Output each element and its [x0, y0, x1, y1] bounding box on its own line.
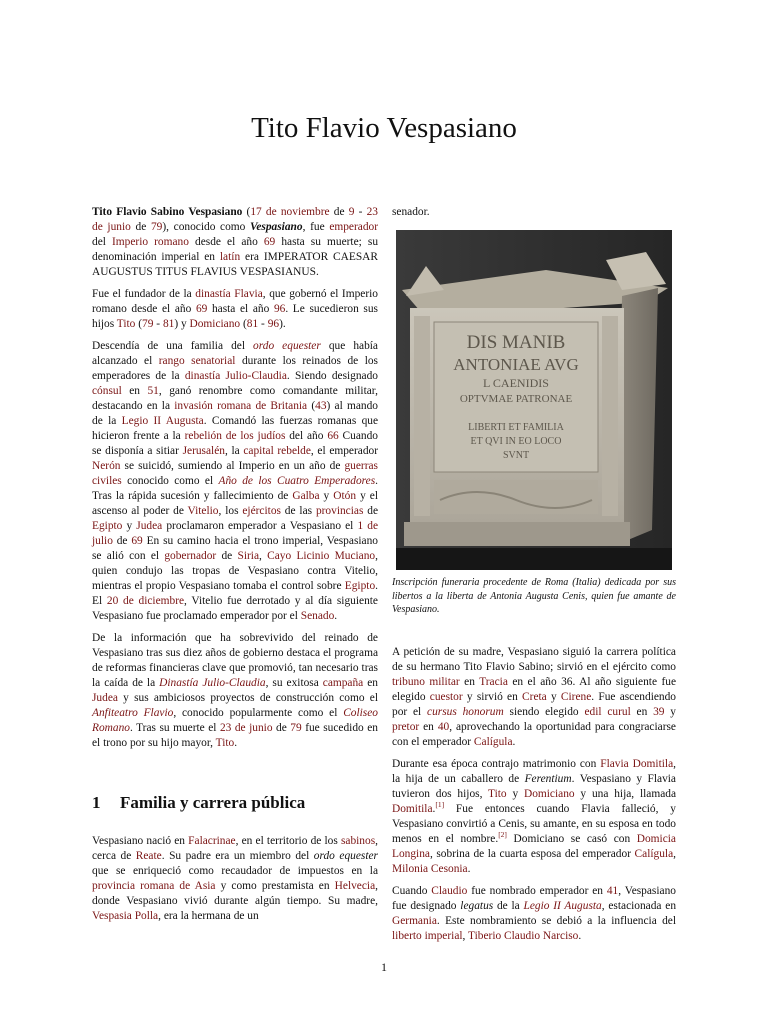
link[interactable]: Helvecia	[334, 880, 376, 892]
link[interactable]: Coliseo Romano	[92, 707, 378, 734]
inscription-line: SVNT	[502, 450, 530, 461]
intro-paragraph: Tito Flavio Sabino Vespasiano (17 de noviembre de 9 - 23 de junio de 79), conocido como Vespasiano, fue emperador del Imperio romano desde el año 69 hasta su muerte; su denominación imperial en latín era IMPERATOR CAESAR AUGUSTUS TITUS FLAVIUS VESPASIANUS.	[92, 206, 379, 278]
link[interactable]: edil curul	[584, 705, 631, 718]
link[interactable]: Calígula	[473, 735, 513, 748]
inscription-line: ANTONIAE AVG	[453, 355, 579, 374]
link[interactable]: Vespasia Polla	[92, 910, 159, 922]
paragraph-continuation: senador.	[392, 206, 430, 218]
link[interactable]: Tito	[116, 318, 136, 330]
link[interactable]: pretor	[392, 720, 420, 733]
link[interactable]: Cirene	[560, 690, 592, 703]
link[interactable]: 17 de noviembre	[250, 206, 330, 218]
link[interactable]: Germania	[392, 914, 437, 927]
funerary-altar-illustration	[396, 230, 672, 570]
link[interactable]: 79	[150, 221, 163, 233]
link[interactable]: 40	[437, 720, 450, 733]
link[interactable]: Legio II Augusta	[121, 415, 204, 427]
link[interactable]: dinastía Julio-Claudia	[184, 370, 287, 382]
link[interactable]: Egipto	[344, 580, 376, 592]
link[interactable]: Senado	[300, 610, 335, 622]
link[interactable]: 66	[327, 430, 339, 442]
page-number: 1	[381, 960, 387, 974]
article-subject: Tito Flavio Sabino Vespasiano	[92, 206, 243, 218]
paragraph: Cuando Claudio fue nombrado emperador en 41, Vespasiano fue designado legatus de la Legio II Augusta, estacionada en Germania. Este nombramiento se debió a la influencia del liberto imperial, Tiberio Claudio Narciso.	[392, 884, 677, 942]
link[interactable]: 96	[267, 318, 280, 330]
link[interactable]: 79	[290, 722, 302, 734]
section-title: Familia y carrera pública	[120, 793, 306, 812]
link[interactable]: Cayo Licinio Muciano	[267, 550, 376, 562]
link[interactable]: 69	[263, 236, 276, 248]
paragraph: Durante esa época contrajo matrimonio con Flavia Domitila, la hija de un caballero de Ferentium. Vespasiano y Flavia tuvieron dos hijos, Tito y Domiciano y una hija, llamada Domitila.[1] Fue entonces cuando Flavia falleció, y Vespasiano convirtió a Cenis, su amante, en su esposa en todo menos en el nombre.[2] Domiciano se casó con Domicia Longina, sobrina de la cuarta esposa del emperador Calígula, Milonia Cesonia.	[392, 757, 677, 875]
link[interactable]: guerras civiles	[92, 460, 378, 487]
link[interactable]: cuestor	[429, 690, 463, 703]
link[interactable]: rebelión de los judíos	[184, 430, 286, 442]
link[interactable]: provincias	[315, 505, 364, 517]
section-heading	[92, 795, 378, 810]
link[interactable]: 1 de julio	[92, 520, 379, 547]
link[interactable]: Judea	[92, 692, 118, 704]
link[interactable]: 39	[653, 705, 665, 718]
link[interactable]: Calígula	[634, 847, 674, 860]
link[interactable]: Imperio romano	[112, 236, 189, 248]
link[interactable]: Tracia	[479, 675, 508, 688]
link[interactable]: Tiberio Claudio Narciso	[468, 929, 579, 942]
right-column	[392, 205, 676, 951]
link[interactable]: dinastía Flavia	[195, 288, 263, 300]
link[interactable]: Siria	[237, 550, 260, 562]
link[interactable]: Flavia Domitila	[600, 757, 674, 770]
link[interactable]: gobernador	[164, 550, 217, 562]
link[interactable]: Egipto	[92, 520, 123, 532]
link[interactable]: tribuno militar	[392, 675, 460, 688]
link[interactable]: 81	[246, 318, 259, 330]
link[interactable]: 81	[162, 318, 175, 330]
link[interactable]: 69	[131, 535, 143, 547]
link[interactable]: Tito	[215, 737, 235, 749]
link[interactable]: capital rebelde	[243, 445, 311, 457]
link[interactable]: Claudio	[431, 884, 468, 897]
paragraph: Vespasiano nació en Falacrinae, en el territorio de los sabinos, cerca de Reate. Su padre era un miembro del ordo equester que se enriqueció como recaudador de impuestos en la provincia romana de Asia y como prestamista en Helvecia, donde Vespasiano vivió durante algún tiempo. Su madre, Vespasia Polla, era la hermana de un	[92, 835, 378, 922]
link[interactable]: Reate	[135, 850, 162, 862]
citation-link[interactable]: [2]	[498, 829, 507, 839]
link[interactable]: Milonia Cesonia	[392, 862, 468, 875]
citation-link[interactable]: [1]	[435, 799, 445, 809]
link[interactable]: 23 de junio	[219, 722, 273, 734]
link[interactable]: 20 de diciembre	[106, 595, 185, 607]
link[interactable]: rango senatorial	[158, 355, 236, 367]
paragraph: A petición de su madre, Vespasiano siguió la carrera política de su hermano Tito Flavio Sabino; sirvió en el ejército como tribuno militar en Tracia en el año 36. Al año siguiente fue elegido cuestor y sirvió en Creta y Cirene. Fue ascendiendo por el cursus honorum siendo elegido edil curul en 39 y pretor en 40, aprovechando la oportunidad para congraciarse con el emperador Calígula.	[392, 645, 677, 748]
link[interactable]: liberto imperial	[392, 929, 463, 942]
link[interactable]: ejércitos	[242, 505, 281, 517]
paragraph: De la información que ha sobrevivido del reinado de Vespasiano tras sus diez años de gobierno destaca el programa de reformas financieras clave que promovió, tan necesario tras la caída de la Dinastía Julio-Claudia, su exitosa campaña en Judea y sus ambiciosos proyectos de construcción como el Anfiteatro Flavio, conocido popularmente como el Coliseo Romano. Tras su muerte el 23 de junio de 79 fue sucedido en el trono por su hijo mayor, Tito.	[92, 632, 378, 749]
inscription-line: ET QVI IN EO LOCO	[470, 436, 562, 447]
link[interactable]: latín	[219, 251, 241, 263]
page-title: Tito Flavio Vespasiano	[251, 112, 517, 144]
link[interactable]: invasión romana de Britania	[174, 400, 308, 412]
link[interactable]: 9	[348, 206, 355, 218]
link[interactable]: Otón	[333, 490, 357, 502]
link[interactable]: cursus honorum	[427, 705, 504, 718]
link[interactable]: sabinos	[340, 835, 376, 847]
link[interactable]: 69	[195, 303, 208, 315]
paragraph: Descendía de una familia del ordo equester que había alcanzado el rango senatorial durante los reinados de los emperadores de la dinastía Julio-Claudia. Siendo designado cónsul en 51, ganó renombre como comandante militar, destacando en la invasión romana de Britania (43) al mando de la Legio II Augusta. Comandó las fuerzas romanas que hicieron frente a la rebelión de los judíos del año 66 Cuando se disponía a sitiar Jerusalén, la capital rebelde, el emperador Nerón se suicidó, sumiendo al Imperio en un año de guerras civiles conocido como el Año de los Cuatro Emperadores. Tras la rápida sucesión y fallecimiento de Galba y Otón y el ascenso al poder de Vitelio, los ejércitos de las provincias de Egipto y Judea proclamaron emperador a Vespasiano el 1 de julio de 69 En su camino hacia el trono imperial, Vespasiano se alió con el gobernador de Siria, Cayo Licinio Muciano, quien condujo las tropas de Vespasiano contra Vitelio, mientras el propio Vespasiano tomaba el control sobre Egipto. El 20 de diciembre, Vitelio fue derrotado y al día siguiente Vespasiano fue proclamado emperador por el Senado.	[92, 340, 379, 622]
inscription-line: LIBERTI ET FAMILIA	[468, 422, 564, 433]
link[interactable]: Galba	[292, 490, 320, 502]
link[interactable]: Legio II Augusta	[523, 899, 602, 912]
link[interactable]: Creta	[522, 690, 547, 703]
link[interactable]: Domiciano	[523, 787, 575, 800]
link[interactable]: 96	[273, 303, 286, 315]
link[interactable]: 51	[147, 385, 159, 397]
link[interactable]: Año de los Cuatro Emperadores	[218, 475, 376, 487]
link[interactable]: Domiciano	[189, 318, 241, 330]
inscription-line: OPTVMAE PATRONAE	[459, 393, 573, 405]
link[interactable]: campaña	[322, 677, 364, 689]
link[interactable]: 43	[315, 400, 327, 412]
link[interactable]: Dinastía Julio-Claudia	[159, 677, 266, 689]
link[interactable]: Vitelio	[187, 505, 219, 517]
inscription-line: L CAENIDIS	[483, 376, 549, 390]
link[interactable]: 79	[142, 318, 154, 330]
link[interactable]: Tito	[488, 787, 507, 800]
link[interactable]: cónsul	[92, 385, 122, 397]
link[interactable]: provincia romana de Asia	[92, 880, 216, 892]
section-number: 1	[92, 793, 101, 812]
link[interactable]: Domicia Longina	[392, 832, 676, 860]
link[interactable]: 41	[606, 884, 619, 897]
link[interactable]: emperador	[329, 221, 379, 233]
link[interactable]: ordo equester	[253, 340, 321, 352]
link[interactable]: 23 de junio	[92, 206, 378, 233]
paragraph: Fue el fundador de la dinastía Flavia, que gobernó el Imperio romano desde el año 69 hasta el año 96. Le sucedieron sus hijos Tito (79 - 81) y Domiciano (81 - 96).	[92, 288, 378, 330]
link[interactable]: Falacrinae	[188, 835, 236, 847]
inscription-line: DIS MANIB	[466, 332, 566, 353]
link[interactable]: Domitila	[392, 802, 433, 815]
figure-caption: Inscripción funeraria procedente de Roma (Italia) dedicada por sus libertos a la liberta de Antonia Augusta Cenis, quien fue amante de Vespasiano.	[392, 577, 676, 615]
left-column	[92, 205, 378, 931]
link[interactable]: Judea	[136, 520, 163, 532]
link[interactable]: Anfiteatro Flavio	[92, 707, 174, 719]
link[interactable]: Jerusalén	[182, 445, 225, 457]
figure-image[interactable]	[396, 230, 672, 570]
link[interactable]: Nerón	[92, 460, 121, 472]
